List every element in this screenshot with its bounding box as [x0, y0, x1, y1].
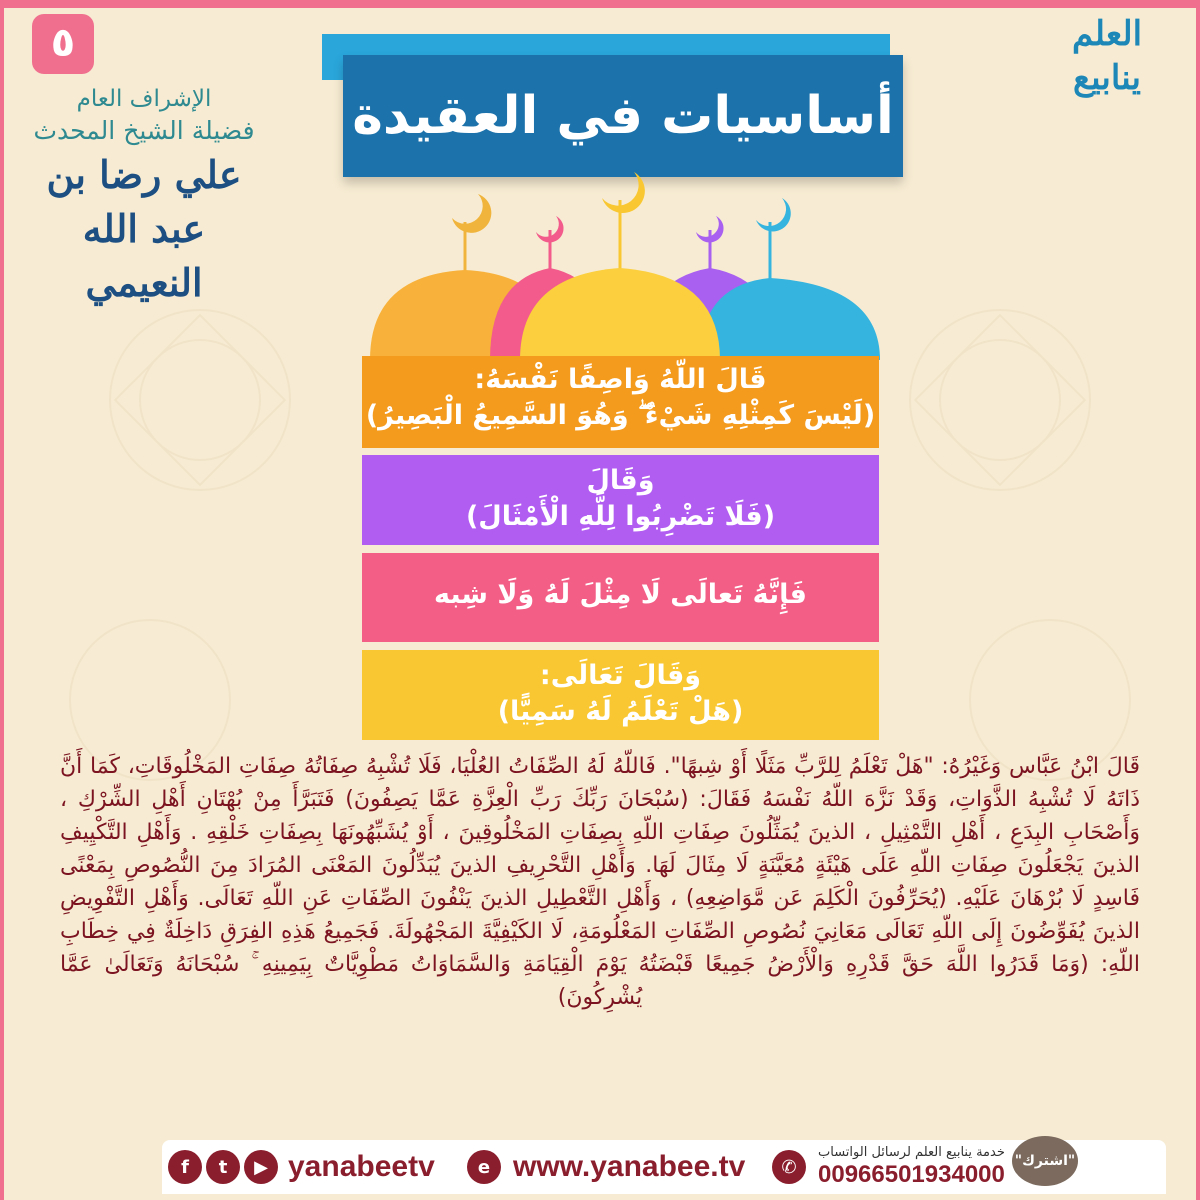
whatsapp-caption: خدمة ينابيع العلم لرسائل الواتساب — [818, 1145, 1005, 1160]
website-link[interactable] — [467, 1140, 745, 1194]
facebook-icon[interactable]: f — [168, 1150, 202, 1184]
mosque-domes-illustration — [340, 160, 900, 370]
supervision-title: فضيلة الشيخ المحدث — [33, 116, 255, 145]
verse-band-2-line1: وَقَالَ — [586, 465, 655, 496]
title-banner — [343, 55, 903, 177]
verse-band-2 — [362, 455, 879, 545]
brand-logo — [1042, 12, 1172, 152]
page-title: أساسيات في العقيدة — [352, 86, 894, 146]
verse-band-1 — [362, 356, 879, 448]
sheikh-name: علي رضا بن عبد الله النعيمي — [46, 152, 242, 305]
website-url[interactable]: www.yanabee.tv — [513, 1150, 746, 1183]
verse-band-1-line1: قَالَ اللّهُ وَاصِفًا نَفْسَهُ: — [474, 364, 767, 395]
supervision-label: الإشراف العام — [76, 86, 212, 112]
whatsapp-icon: ✆ — [772, 1150, 806, 1184]
logo-text-bottom: ينابيع — [1073, 58, 1141, 98]
supervision-block — [18, 84, 270, 310]
verse-band-4-line2: (هَلْ تَعْلَمُ لَهُ سَمِيًّا) — [497, 696, 744, 727]
verse-band-3 — [362, 553, 879, 642]
verse-band-4-line1: وَقَالَ تَعَالَى: — [539, 660, 702, 691]
youtube-icon[interactable]: ▶ — [244, 1150, 278, 1184]
footer-bar — [162, 1140, 1166, 1194]
explanation-paragraph: قَالَ ابْنُ عَبَّاس وَغَيْرُهُ: "هَلْ تَعْلَمُ لِلرَّبِّ مَثَلًا أَوْ شِبهًا". فَاللّهُ لَهُ الصِّفَاتُ العُلْيَا، فَلَا تُشْبِهُ صِفَاتُهُ صِفَاتِ المَخْلُوقَاتِ، كَمَا أَنَّ ذَاتَهُ لَا تُشْبِهُ الذَّوَاتِ، وَقَدْ نَزَّهَ اللّهُ نَفْسَهُ فَقَالَ: (سُبْحَانَ رَبِّكَ رَبِّ الْعِزَّةِ عَمَّا يَصِفُونَ) فَتَبَرَّأَ مِنْ بُهْتَانِ أَهْلِ الشِّرْكِ ، وَأَصْحَابِ البِدَعِ ، أَهْلِ التَّمْثِيلِ ، الذينَ يُمَثِّلُونَ صِفَاتِ اللّهِ بِصِفَاتِ المَخْلُوقِينَ ، أَوْ يُشَبِّهُونَهَا بِصِفَاتِ خَلْقِهِ . وَأَهْلِ التَّكْيِيفِ الذينَ يَجْعَلُونَ صِفَاتِ اللّهِ عَلَى هَيْئَةٍ مُعَيَّنَةٍ لَا مِثَالَ لَهَا. وَأَهْلِ التَّحْرِيفِ الذينَ يُبَدِّلُونَ المَعْنَى المُرَادَ مِنَ النُّصُوصِ بِمَعْنًى فَاسِدٍ لَا بُرْهَانَ عَلَيْهِ. (يُحَرِّفُونَ الْكَلِمَ عَن مَّوَاضِعِهِ) ، وَأَهْلِ التَّعْطِيلِ الذينَ يَنْفُونَ الصِّفَاتِ عَنِ اللّهِ تَعَالَى. وَأَهْلِ التَّفْوِيضِ الذينَ يُفَوِّضُونَ إِلَى اللّهِ تَعَالَى مَعَانِيَ نُصُوصِ الصِّفَاتِ المَعْلُومَةِ، لَا الكَيْفِيَّةَ المَجْهُولَةَ. فَجَمِيعُ هَذِهِ الفِرَقِ دَاخِلَةٌ فِي خِطَابِ اللّهِ: (وَمَا قَدَرُوا اللَّهَ حَقَّ قَدْرِهِ وَالْأَرْضُ جَمِيعًا قَبْضَتُهُ يَوْمَ الْقِيَامَةِ وَالسَّمَاوَاتُ مَطْوِيَّاتٌ بِيَمِينِهِ ۚ سُبْحَانَهُ وَتَعَالَىٰ عَمَّا يُشْرِكُونَ) — [60, 754, 1140, 1010]
verse-band-3-line1: فَإِنَّهُ تَعالَى لَا مِثْلَ لَهُ وَلَا شِبه — [434, 579, 807, 610]
whatsapp-contact[interactable] — [772, 1140, 1005, 1194]
verse-band-4 — [362, 650, 879, 740]
logo-text-top: العلم — [1071, 14, 1143, 54]
globe-icon: e — [467, 1150, 501, 1184]
page-number-badge: ٥ — [32, 14, 94, 74]
social-links — [168, 1140, 435, 1194]
verse-band-2-line2: (فَلَا تَضْرِبُوا لِلَّهِ الْأَمْثَالَ) — [465, 501, 776, 532]
whatsapp-number[interactable]: 00966501934000 — [818, 1161, 1005, 1188]
verse-band-1-line2: (لَيْسَ كَمِثْلِهِ شَيْءٌ ۖ وَهُوَ السَّمِيعُ الْبَصِيرُ) — [365, 400, 876, 431]
social-handle[interactable]: yanabeetv — [288, 1150, 435, 1183]
twitter-icon[interactable]: t — [206, 1150, 240, 1184]
subscribe-button[interactable]: "اشترك" — [1012, 1136, 1078, 1186]
